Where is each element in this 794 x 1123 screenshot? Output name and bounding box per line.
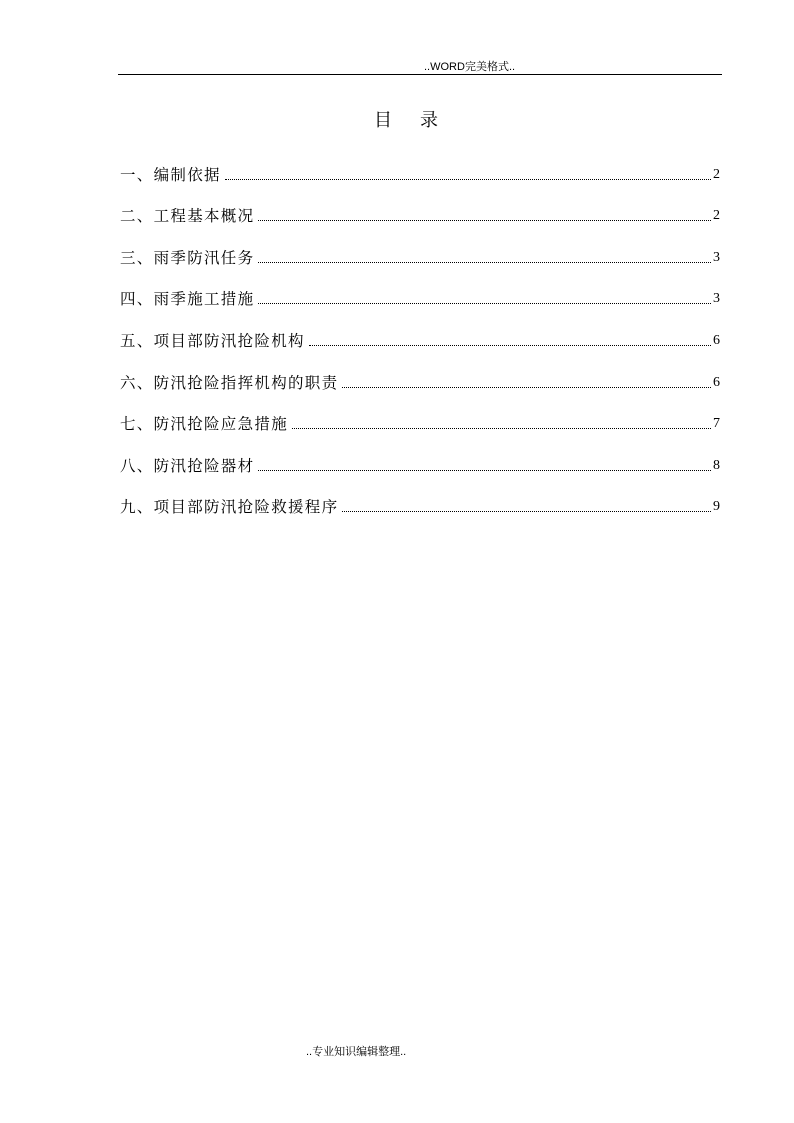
toc-entry-label: 二、工程基本概况 — [120, 207, 255, 226]
toc-page-number: 2 — [713, 166, 720, 182]
toc-page-number: 7 — [713, 416, 720, 432]
page-header-text: ..WORD完美格式.. — [424, 61, 516, 73]
toc-entry-1[interactable] — [120, 146, 720, 188]
toc-dot-leader — [258, 219, 711, 221]
toc-entry-label: 八、防汛抢险器材 — [120, 456, 255, 475]
toc-page-number: 6 — [713, 332, 720, 348]
toc-dot-leader — [292, 427, 711, 429]
page-footer-text: ..专业知识编辑整理.. — [306, 1046, 407, 1058]
toc-dot-leader — [309, 344, 711, 346]
toc-entry-3[interactable] — [120, 229, 720, 271]
toc-entry-label: 三、雨季防汛任务 — [120, 248, 255, 267]
toc-page-number: 2 — [713, 208, 720, 224]
toc-title: 目录 — [374, 110, 466, 131]
toc-entry-5[interactable] — [120, 312, 720, 354]
toc-entry-8[interactable] — [120, 437, 720, 479]
toc-entry-label: 五、项目部防汛抢险机构 — [120, 331, 305, 350]
toc-page-number: 3 — [713, 291, 720, 307]
toc-page-number: 8 — [713, 457, 720, 473]
toc-dot-leader — [258, 469, 711, 471]
toc-page-number: 9 — [713, 499, 720, 515]
toc-entry-label: 一、编制依据 — [120, 165, 221, 184]
toc-dot-leader — [225, 178, 711, 180]
toc-entry-2[interactable] — [120, 188, 720, 230]
toc-entry-label: 七、防汛抢险应急措施 — [120, 415, 289, 434]
toc-dot-leader — [258, 261, 711, 263]
toc-entry-7[interactable] — [120, 396, 720, 438]
toc-entry-4[interactable] — [120, 271, 720, 313]
toc-entry-label: 六、防汛抢险指挥机构的职责 — [120, 373, 339, 392]
toc-dot-leader — [342, 510, 711, 512]
toc-dot-leader — [342, 386, 711, 388]
toc-dot-leader — [258, 302, 711, 304]
page-header-rule — [118, 58, 722, 75]
toc-entry-6[interactable] — [120, 354, 720, 396]
toc-page-number: 3 — [713, 249, 720, 265]
toc-entry-label: 四、雨季施工措施 — [120, 290, 255, 309]
toc-entry-9[interactable] — [120, 479, 720, 521]
toc-page-number: 6 — [713, 374, 720, 390]
table-of-contents — [120, 146, 720, 520]
toc-entry-label: 九、项目部防汛抢险救援程序 — [120, 498, 339, 517]
